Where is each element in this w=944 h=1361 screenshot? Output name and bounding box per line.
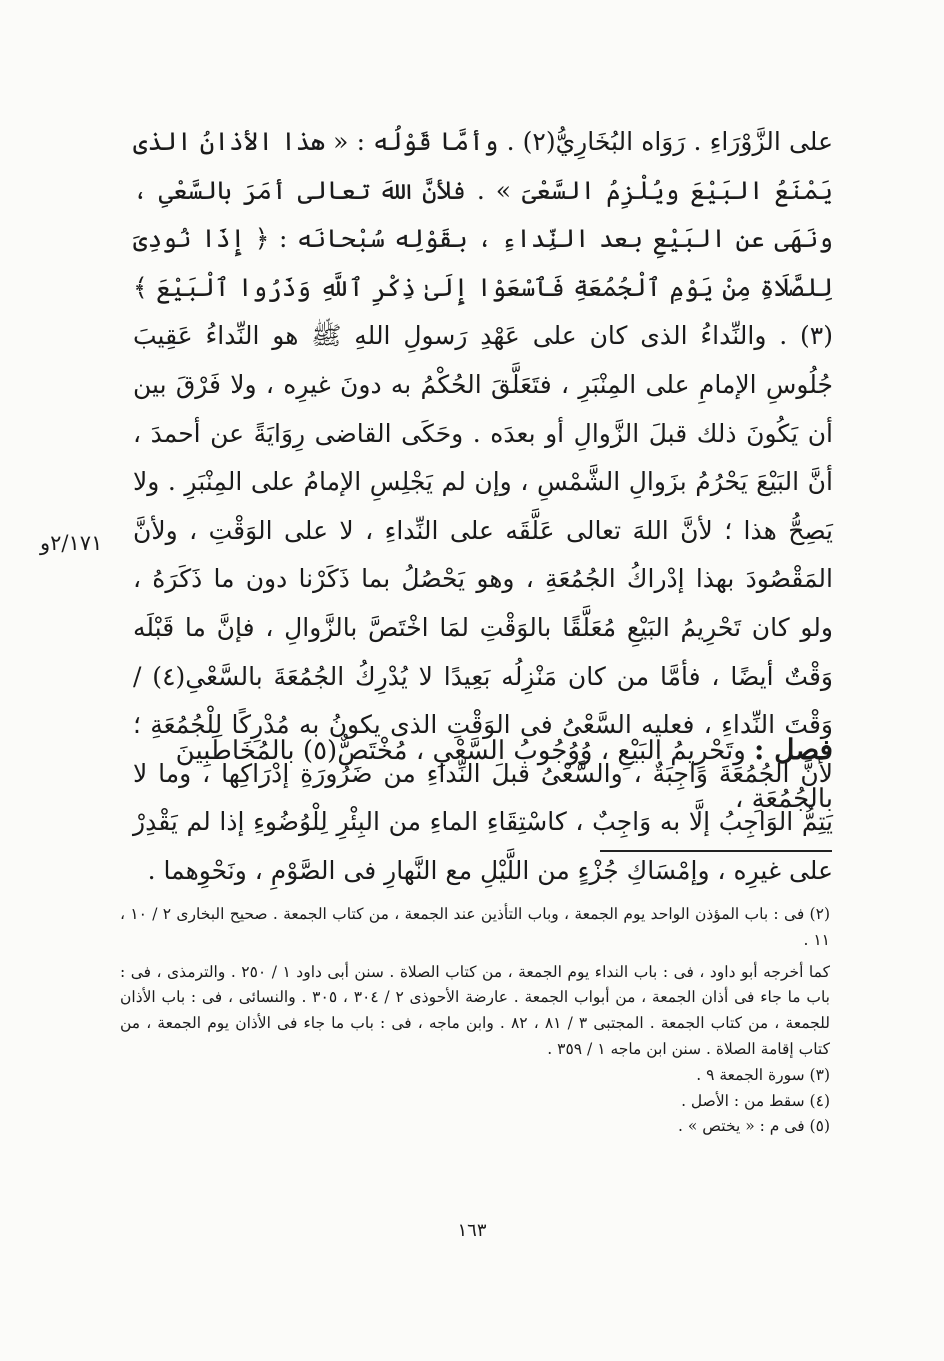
footnote-2-continued: كما أخرجه أبو داود ، فى : باب النداء يوم الجمعة ، من كتاب الصلاة . سنن أبى داود ١ / ٢٥٠ . والترمذى ، فى : باب ما جاء فى أذان الجمعة ، من أبواب الجمعة . عارضة الأحوذى ٢ / ٣٠٤ ، ٣٠٥ . والنسائى ، فى : باب الأذان للجمعة ، من كتاب الجمعة . المجتبى ٣ / ٨١ ، ٨٢ . وابن ماجه ، فى : باب ما جاء فى الأذان يوم الجمعة ، من كتاب إقامة الصلاة . سنن ابن ماجه ١ / ٣٥٩ .: [120, 962, 831, 1058]
section-heading: [133, 726, 833, 823]
manuscript-folio-reference: ٢/١٧١و: [40, 531, 103, 555]
footnote-4: (٤) سقط من : الأصل .: [681, 1091, 830, 1110]
page-number: ١٦٣: [457, 1220, 487, 1241]
footnote-5: (٥) فى م : « يختص » .: [678, 1117, 830, 1136]
fasl-keyword: فصل :: [754, 733, 833, 766]
footnote-3: (٣) سورة الجمعة ٩ .: [696, 1065, 830, 1084]
footnote-2: (٢) فى : باب المؤذن الواحد يوم الجمعة ، وباب التأذين عند الجمعة ، من كتاب الجمعة . صحيح البخارى ٢ / ١٠ ، ١١ .: [120, 905, 831, 949]
footnotes: [120, 902, 830, 1140]
footnote-divider: [600, 850, 832, 852]
main-paragraph: على الزَّوْرَاءِ . رَوَاه البُخَارِيُّ(٢) . وأمَّا قَوْلُه : « هذا الأذانُ الذى يَمْنَعُ البَيْعَ ويُلْزِمُ السَّعْىَ » . فلأنَّ اللهَ تعالى أمَرَ بالسَّعْىِ ، ونَهَى عن البَيْعِ بعد النِّداءِ ، بقَوْلِه سُبْحانَه : ﴿ إِذَا نُودِىَ لِلصَّلَاةِ مِنْ يَوْمِ ٱلْجُمُعَةِ فَٱسْعَوْا إِلَىٰ ذِكْرِ ٱللَّهِ وَذَرُوا ٱلْبَيْعَ ﴾(٣) . والنِّداءُ الذى كان على عَهْدِ رَسولِ اللهِ ﷺ هو النِّداءُ عَقِيبَ جُلُوسِ الإمامِ على المِنْبَرِ ، فتَعَلَّقَ الحُكْمُ به دونَ غيرِه ، ولا فَرْقَ بين أن يَكُونَ ذلك قبلَ الزَّوالِ أو بعدَه . وحَكَى القاضى رِوَايَةً عن أحمدَ ، أنَّ البَيْعَ يَحْرُمُ بزَوالِ الشَّمْسِ ، وإن لم يَجْلِسِ الإمامُ على المِنْبَرِ . ولا يَصِحُّ هذا ؛ لأنَّ اللهَ تعالى عَلَّقَه على النِّداءِ ، لا على الوَقْتِ ، ولأنَّ المَقْصُودَ بهذا إدْراكُ الجُمُعَةِ ، وهو يَحْصُلُ بما ذَكَرْنا دون ما ذَكَرَهُ ، ولو كان تَحْرِيمُ البَيْعِ مُعَلَّقًا بالوَقْتِ لمَا اخْتَصَّ بالزَّوالِ ، فإنَّ ما قَبْلَه وَقْتٌ أيضًا ، فأمَّا من كان مَنْزِلُه بَعِيدًا لا يُدْرِكُ الجُمُعَةَ بالسَّعْىِ(٤) / وَقْتَ النِّداءِ ، فعليه السَّعْىُ فى الوَقْتِ الذى يكونُ به مُدْرِكًا لِلْجُمُعَةِ ؛ لأنَّ الجُمُعَةَ وَاجِبَةٌ ، والسَّعْىُ قبلَ النِّداءِ من ضَرُورَةِ إدْرَاكِها ، وما لا يَتِمُّ الوَاجِبُ إلَّا به وَاجِبٌ ، كاسْتِقَاءِ الماءِ من البِئْرِ لِلْوُضُوءِ إذا لم يَقْدِرْ على غيرِه ، وإمْسَاكِ جُزْءٍ من اللَّيْلِ مع النَّهارِ فى الصَّوْمِ ، ونَحْوِهما .: [133, 127, 834, 885]
fasl-text: وتَحْرِيمُ البَيْعِ ، وُوُجُوبُ السَّعْىِ ، مُخْتَصٌّ(٥) بالمُخَاطَبِينَ بالجُمُعَةِ ،: [175, 736, 833, 814]
